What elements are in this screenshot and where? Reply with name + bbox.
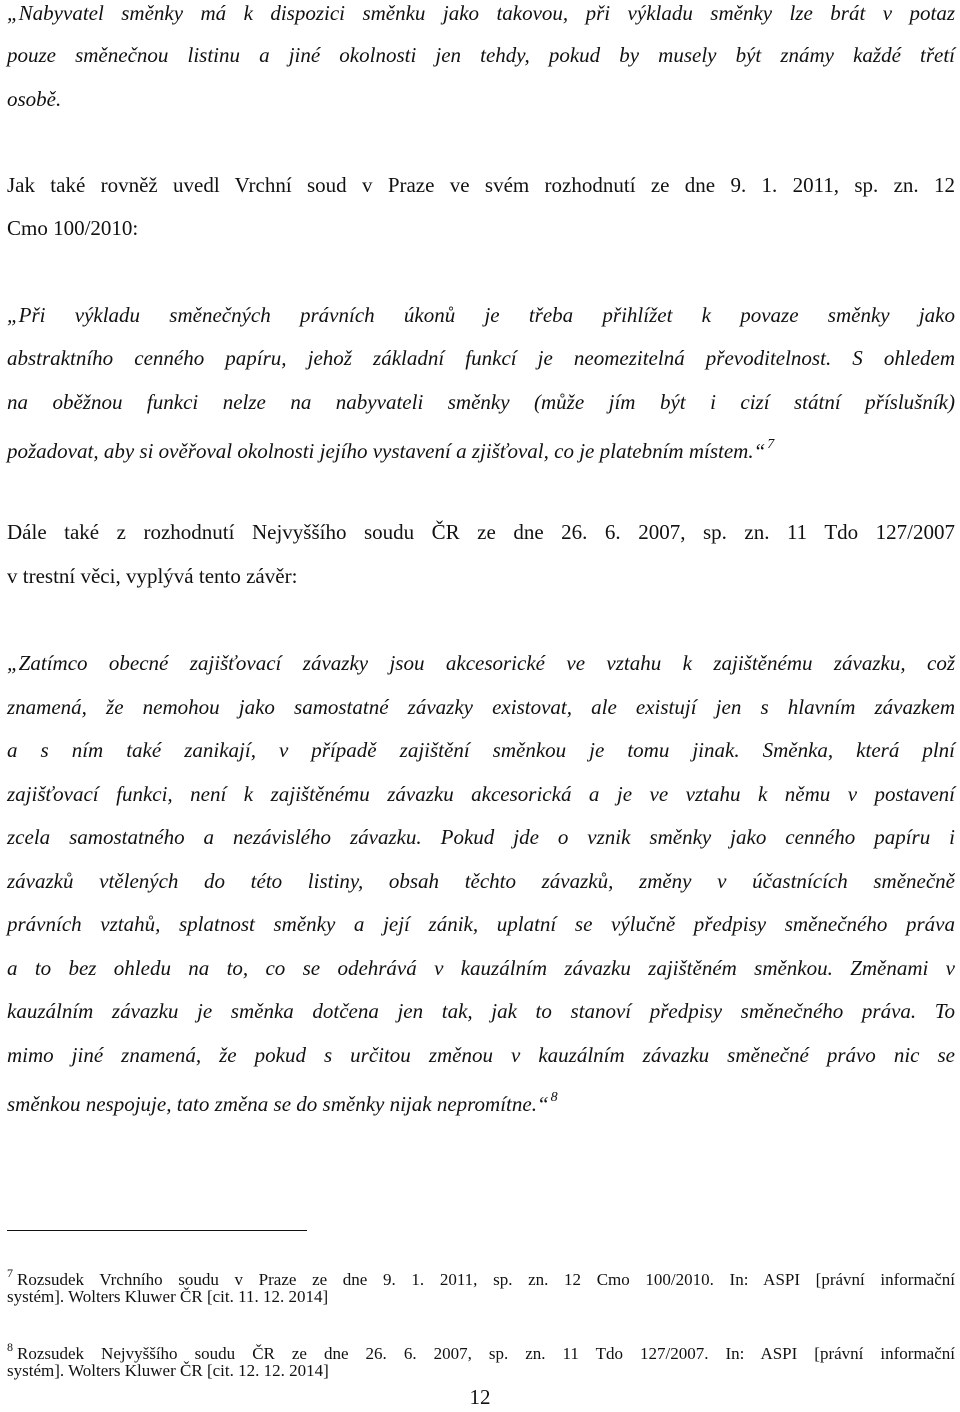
page-number: 12 — [469, 1385, 491, 1409]
para3-line-1: Dále také z rozhodnutí Nejvyššího soudu ČR ze dne 26. 6. 2007, sp. zn. 11 Tdo 127/2007 — [7, 520, 955, 544]
quote2-line-9: kauzálním závazku je směnka dotčena jen tak, jak to stanoví předpisy směnečného práva. To — [7, 999, 955, 1023]
footnote-7-line-2: systém]. Wolters Kluwer ČR [cit. 11. 12. 2014] — [7, 1287, 329, 1306]
quote2-line-11 — [7, 1085, 955, 1117]
quote2-line-7: právních vztahů, splatnost směnky a její zánik, uplatní se výlučně předpisy směnečného práva — [7, 912, 955, 936]
quote2-line-6: závazků vtělených do této listiny, obsah těchto závazků, změny v účastnících směnečně — [7, 869, 955, 893]
footnote-8-line-2: systém]. Wolters Kluwer ČR [cit. 12. 12. 2014] — [7, 1361, 329, 1380]
para1-line-1: „Nabyvatel směnky má k dispozici směnku jako takovou, při výkladu směnky lze brát v potaz — [7, 1, 955, 25]
para2-line-1: Jak také rovněž uvedl Vrchní soud v Praze ve svém rozhodnutí ze dne 9. 1. 2011, sp. zn. 12 — [7, 173, 955, 197]
para1-line-2: pouze směnečnou listinu a jiné okolnosti jen tehdy, pokud by musely být známy každé třetí — [7, 43, 955, 67]
para3-line-2: v trestní věci, vyplývá tento závěr: — [7, 564, 298, 588]
footnote-7-number: 7 — [7, 1266, 13, 1280]
para2-line-2: Cmo 100/2010: — [7, 216, 139, 240]
quote2-line-1: „Zatímco obecné zajišťovací závazky jsou akcesorické ve vztahu k zajištěnému závazku, což — [7, 651, 955, 675]
quote2-line-2: znamená, že nemohou jako samostatné závazky existovat, ale existují jen s hlavním závazkem — [7, 695, 955, 719]
quote1-line-4 — [7, 432, 955, 464]
footnote-8-text-1: Rozsudek Nejvyššího soudu ČR ze dne 26. 6. 2007, sp. zn. 11 Tdo 127/2007. In: ASPI [právní informační — [17, 1344, 955, 1363]
quote1-line-4-text: požadovat, aby si ověřoval okolnosti jejího vystavení a zjišťoval, co je platebním místem.“ — [7, 439, 766, 463]
quote2-line-3: a s ním také zanikají, v případě zajištění směnkou je tomu jinak. Směnka, která plní — [7, 738, 955, 762]
footnote-separator — [7, 1230, 307, 1231]
quote1-line-3: na oběžnou funkci nelze na nabyvateli směnky (může jím být i cizí státní příslušník) — [7, 390, 955, 414]
footnote-8-number: 8 — [7, 1340, 13, 1354]
quote2-line-5: zcela samostatného a nezávislého závazku. Pokud jde o vznik směnky jako cenného papíru i — [7, 825, 955, 849]
quote2-line-11-text: směnkou nespojuje, tato změna se do směnky nijak nepromítne.“ — [7, 1092, 549, 1116]
footnote-ref-7[interactable]: 7 — [767, 437, 775, 452]
quote1-line-1: „Při výkladu směnečných právních úkonů je třeba přihlížet k povaze směnky jako — [7, 303, 955, 327]
footnote-ref-8[interactable]: 8 — [550, 1090, 558, 1105]
quote2-line-8: a to bez ohledu na to, co se odehrává v kauzálním závazku zajištěném směnkou. Změnami v — [7, 956, 955, 980]
para1-line-3: osobě. — [7, 87, 62, 111]
quote2-line-10: mimo jiné znamená, že pokud s určitou změnou v kauzálním závazku směnečné právo nic se — [7, 1043, 955, 1067]
quote1-line-2: abstraktního cenného papíru, jehož základní funkcí je neomezitelná převoditelnost. S ohledem — [7, 346, 955, 370]
quote2-line-4: zajišťovací funkci, není k zajištěnému závazku akcesorická a je ve vztahu k němu v postavení — [7, 782, 955, 806]
footnote-7-text-1: Rozsudek Vrchního soudu v Praze ze dne 9. 1. 2011, sp. zn. 12 Cmo 100/2010. In: ASPI [právní informační — [17, 1270, 955, 1289]
